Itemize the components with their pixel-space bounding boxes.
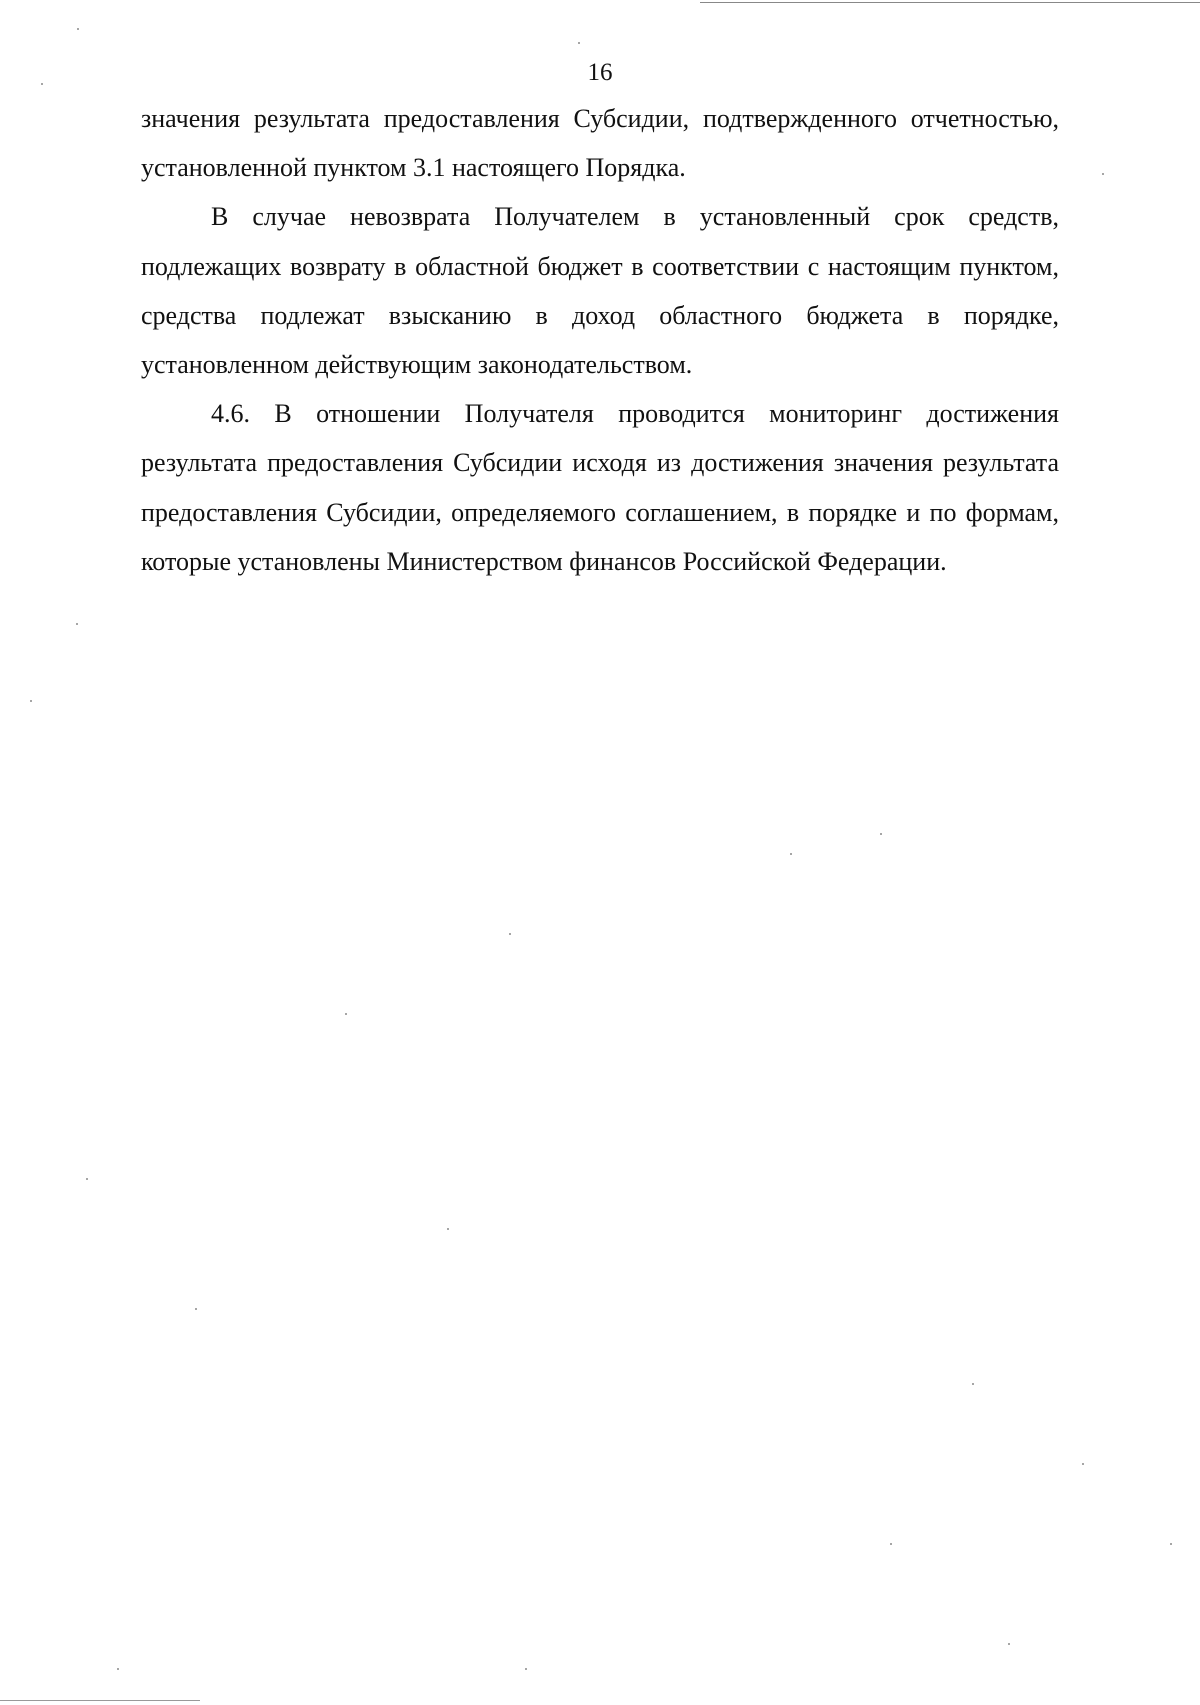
document-body	[141, 94, 1059, 586]
scan-speck	[447, 1228, 449, 1230]
paragraph-continuation: значения результата предоставления Субсидии, подтвержденного отчетностью, установленной пунктом 3.1 настоящего Порядка.	[141, 104, 1059, 183]
paragraph-clause-4-6: 4.6. В отношении Получателя проводится мониторинг достижения результата предоставления Субсидии исходя из достижения значения результата предоставления Субсидии, определяемого соглашением, в порядке и по формам, которые установлены Министерством финансов Российской Федерации.	[141, 399, 1059, 576]
scan-speck	[30, 700, 32, 702]
scan-speck	[509, 933, 511, 935]
scan-speck	[890, 1543, 892, 1545]
scan-speck	[972, 1383, 974, 1385]
scan-speck	[77, 28, 79, 30]
scan-speck	[1170, 1543, 1172, 1545]
scan-speck	[578, 42, 580, 44]
scan-speck	[1082, 1463, 1084, 1465]
scan-speck	[117, 1668, 119, 1670]
scan-artifact	[500, 6, 700, 46]
scan-speck	[41, 83, 43, 85]
page-number: 16	[587, 59, 613, 86]
scan-speck	[345, 1013, 347, 1015]
scan-speck	[525, 1668, 527, 1670]
scan-speck	[76, 623, 78, 625]
scan-edge-line	[700, 2, 1200, 3]
scan-speck	[195, 1308, 197, 1310]
paragraph-non-return-clause: В случае невозврата Получателем в установленный срок средств, подлежащих возврату в областной бюджет в соответствии с настоящим пунктом, средства подлежат взысканию в доход областного бюджета в порядке, установленном действующим законодательством.	[141, 202, 1059, 380]
scan-speck	[1102, 173, 1104, 175]
scan-edge-line	[0, 1700, 200, 1701]
scan-speck	[1008, 1643, 1010, 1645]
scan-speck	[790, 853, 792, 855]
scan-speck	[880, 833, 882, 835]
scan-speck	[86, 1178, 88, 1180]
